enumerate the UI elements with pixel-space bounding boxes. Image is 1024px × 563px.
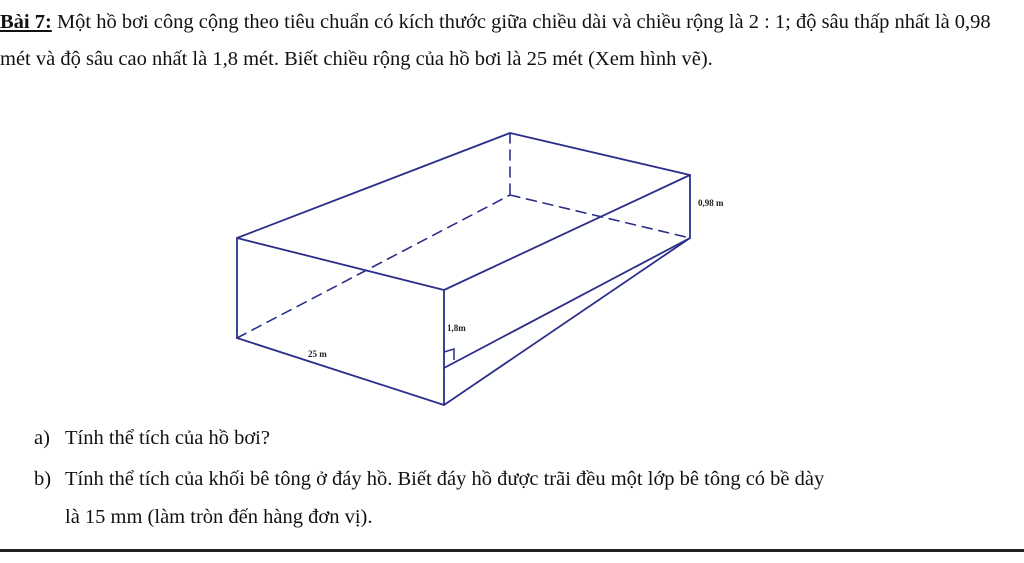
question-a-text: Tính thể tích của hồ bơi? bbox=[65, 427, 270, 449]
question-a-marker: a) bbox=[34, 427, 50, 449]
cropped-next-line bbox=[0, 549, 1024, 563]
right-angle-marker bbox=[444, 349, 454, 360]
problem-label: Bài 7: bbox=[0, 11, 52, 33]
pool-top-rim bbox=[237, 133, 690, 290]
question-b-line1: Tính thể tích của khối bê tông ở đáy hồ. Biết đáy hồ được trãi đều một lớp bê tông có bề dày bbox=[65, 468, 825, 490]
question-b bbox=[34, 465, 1019, 531]
pool-bottom-front-edge bbox=[237, 338, 444, 405]
label-width: 25 m bbox=[308, 349, 327, 359]
label-shallow-depth: 0,98 m bbox=[698, 198, 724, 208]
pool-floor-edge-near bbox=[444, 238, 690, 405]
hidden-back-bottom bbox=[510, 195, 690, 238]
label-deep-depth: 1,8m bbox=[447, 323, 466, 333]
question-b-line2: là 15 mm (làm tròn đến hàng đơn vị). bbox=[65, 506, 373, 528]
question-b-marker: b) bbox=[34, 468, 52, 490]
pool-floor-edge-top bbox=[444, 238, 690, 368]
problem-text: Một hồ bơi công cộng theo tiêu chuẩn có kích thước giữa chiều dài và chiều rộng là 2 : 1; độ sâu thấp nhất là 0,98 mét và độ sâu cao nhất là 1,8 mét. Biết chiều rộng của hồ bơi là 25 mét (Xem hình vẽ). bbox=[0, 11, 991, 70]
question-a bbox=[34, 424, 270, 452]
hidden-bottom-diagonal bbox=[237, 195, 510, 338]
